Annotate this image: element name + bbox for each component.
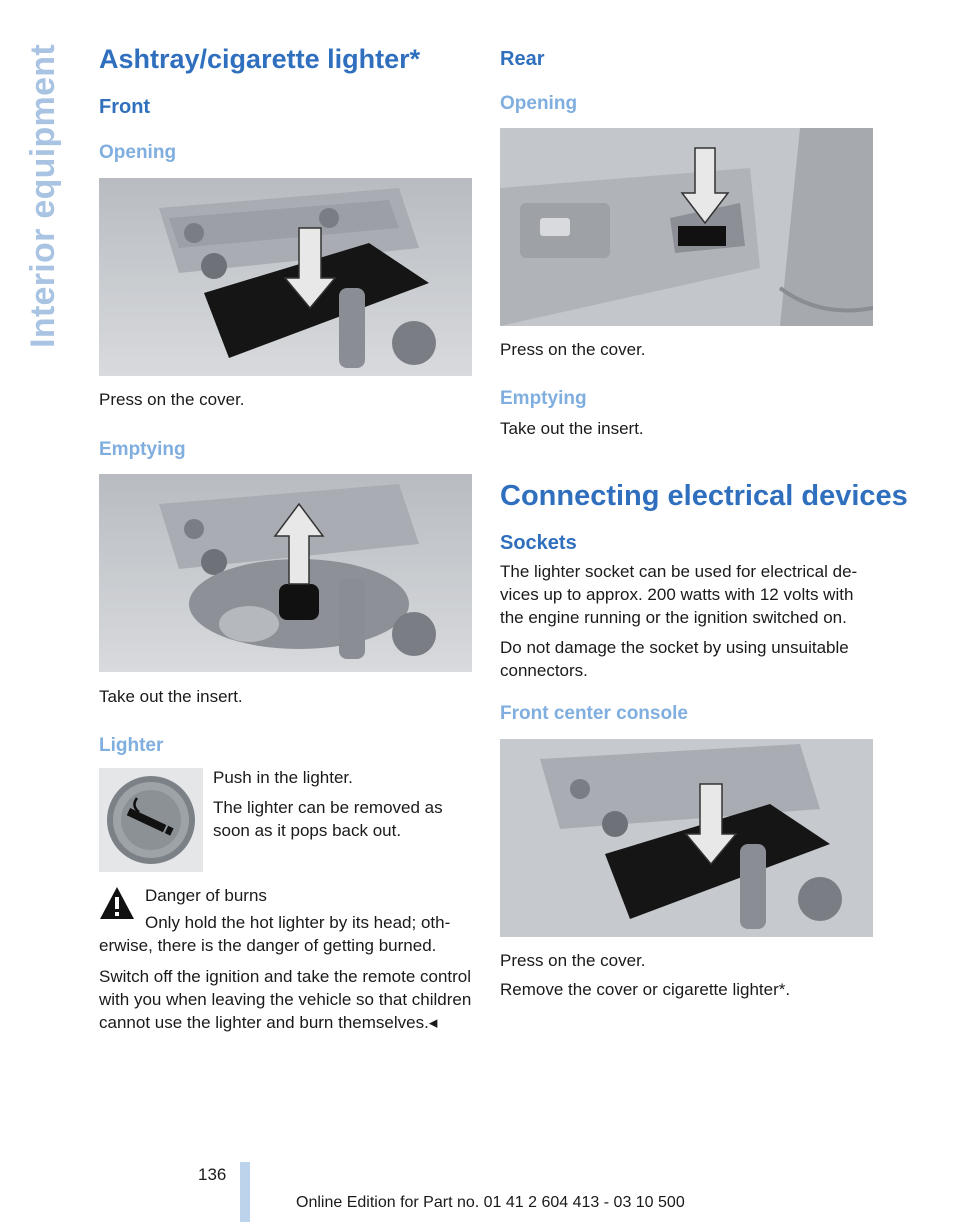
rear-emptying-text: Take out the insert.	[500, 419, 644, 438]
rear-opening-illustration	[500, 128, 873, 326]
rear-opening-text: Press on the cover.	[500, 340, 646, 359]
console-text-2: Remove the cover or cigarette lighter*.	[500, 980, 791, 999]
lighter-heading: Lighter	[99, 735, 164, 756]
front-heading: Front	[99, 96, 151, 118]
front-opening-heading: Opening	[99, 142, 177, 163]
edition-footer: Online Edition for Part no. 01 41 2 604 413 - 03 10 500	[296, 1194, 685, 1211]
lighter-text-1: Push in the lighter.	[213, 768, 353, 787]
rear-heading: Rear	[500, 48, 545, 70]
front-emptying-text: Take out the insert.	[99, 687, 243, 706]
sockets-text: The lighter socket can be used for electrical devices up to approx. 200 watts with 12 volts with the engine running or the ignition switched on.	[500, 562, 858, 627]
sockets-text-2: Do not damage the socket by using unsuitable connectors.	[500, 638, 849, 680]
warning-title: Danger of burns	[145, 886, 267, 905]
page-number: 136	[198, 1165, 227, 1184]
warning-text-2: Switch off the ignition and take the remote control with you when leaving the vehicle so that children cannot use the lighter and burn themselves.◂	[99, 967, 472, 1032]
connecting-heading: Connecting electrical devices	[500, 480, 908, 512]
rear-opening-heading: Opening	[500, 93, 578, 114]
front-opening-illustration	[99, 178, 472, 376]
sockets-heading: Sockets	[500, 532, 577, 554]
section-side-title	[22, 44, 64, 394]
front-console-heading: Front center console	[500, 703, 688, 724]
console-text-1: Press on the cover.	[500, 951, 646, 970]
section-title-text: Interior equipment	[23, 44, 62, 348]
main-heading: Ashtray/cigarette lighter*	[99, 44, 421, 74]
lighter-icon	[99, 768, 203, 872]
front-console-illustration	[500, 739, 873, 937]
front-emptying-illustration	[99, 474, 472, 672]
footer-bar	[240, 1162, 250, 1222]
warning-text: Only hold the hot lighter by its head; otherwise, there is the danger of getting burned.	[99, 913, 451, 955]
rear-emptying-heading: Emptying	[500, 388, 587, 409]
front-emptying-heading: Emptying	[99, 439, 186, 460]
lighter-text-2: The lighter can be removed as soon as it pops back out.	[213, 798, 443, 840]
front-opening-text: Press on the cover.	[99, 390, 245, 409]
